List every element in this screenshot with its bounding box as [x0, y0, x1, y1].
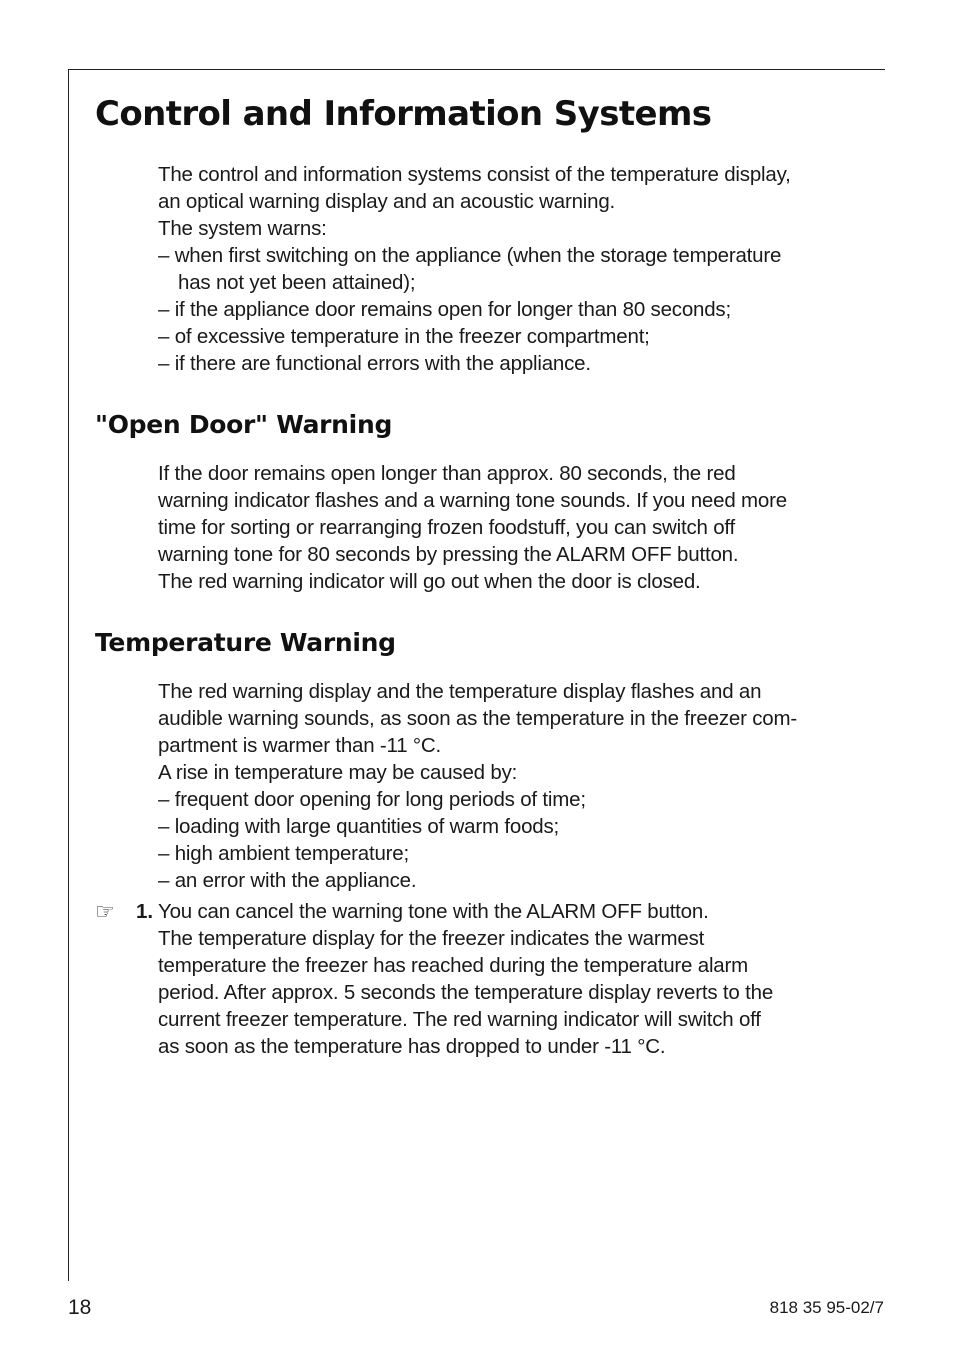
cause-list-item: – frequent door opening for long periods of time;: [158, 788, 586, 811]
note-line: temperature the freezer has reached during the temperature alarm: [158, 954, 748, 977]
intro-paragraph: [158, 161, 878, 377]
note-line: You can cancel the warning tone with the ALARM OFF button.: [158, 900, 709, 923]
page-title: Control and Information Systems: [95, 94, 712, 134]
temperature-line: A rise in temperature may be caused by:: [158, 761, 518, 784]
note-text: [158, 898, 878, 1060]
temperature-line: audible warning sounds, as soon as the temperature in the freezer com-: [158, 707, 797, 730]
note-line: period. After approx. 5 seconds the temperature display reverts to the: [158, 981, 774, 1004]
open-door-line: time for sorting or rearranging frozen foodstuff, you can switch off: [158, 516, 736, 539]
cause-list-item: – loading with large quantities of warm foods;: [158, 815, 560, 838]
intro-list-item: – if the appliance door remains open for longer than 80 seconds;: [158, 298, 731, 321]
temperature-line: partment is warmer than -11 °C.: [158, 734, 442, 757]
intro-list-item-continued: has not yet been attained);: [178, 271, 416, 294]
open-door-paragraph: [158, 460, 878, 595]
open-door-line: warning tone for 80 seconds by pressing the ALARM OFF button.: [158, 543, 739, 566]
page-number: 18: [68, 1296, 92, 1319]
intro-line: The system warns:: [158, 217, 327, 240]
pointing-hand-icon: ☞: [95, 899, 115, 924]
top-rule: [68, 69, 885, 70]
open-door-line: If the door remains open longer than approx. 80 seconds, the red: [158, 462, 736, 485]
intro-line: The control and information systems consist of the temperature display,: [158, 163, 791, 186]
intro-list-item: – if there are functional errors with the appliance.: [158, 352, 591, 375]
open-door-heading: "Open Door" Warning: [95, 410, 393, 439]
left-rule: [68, 69, 69, 1281]
note-line: The temperature display for the freezer indicates the warmest: [158, 927, 705, 950]
intro-list-item: – when first switching on the appliance (when the storage temperature: [158, 244, 782, 267]
note-line: as soon as the temperature has dropped to under -11 °C.: [158, 1035, 666, 1058]
temperature-warning-paragraph: [158, 678, 878, 894]
note-line: current freezer temperature. The red warning indicator will switch off: [158, 1008, 761, 1031]
cause-list-item: – an error with the appliance.: [158, 869, 417, 892]
step-number: 1.: [136, 900, 154, 923]
intro-list-item: – of excessive temperature in the freezer compartment;: [158, 325, 650, 348]
open-door-line: The red warning indicator will go out when the door is closed.: [158, 570, 701, 593]
open-door-line: warning indicator flashes and a warning tone sounds. If you need more: [158, 489, 787, 512]
document-code: 818 35 95-02/7: [769, 1298, 884, 1317]
intro-line: an optical warning display and an acoustic warning.: [158, 190, 616, 213]
temperature-warning-heading: Temperature Warning: [95, 628, 396, 657]
cause-list-item: – high ambient temperature;: [158, 842, 410, 865]
temperature-line: The red warning display and the temperature display flashes and an: [158, 680, 762, 703]
